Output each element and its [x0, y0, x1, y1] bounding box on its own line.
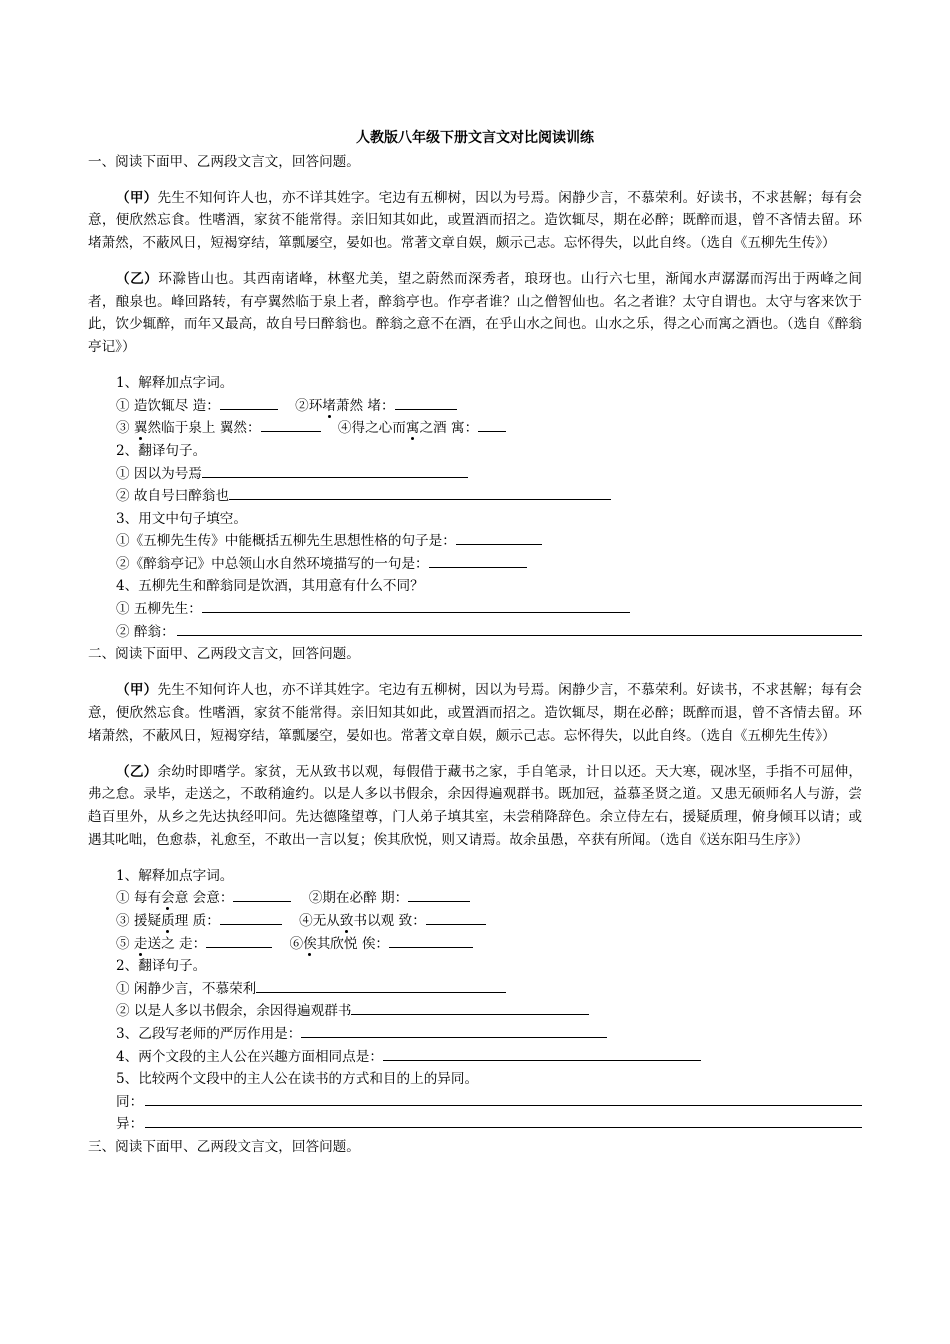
s2-q1-row1: ① 每有会意 会意： ②期在必醉 期： [88, 887, 862, 910]
answer-blank[interactable] [426, 910, 486, 925]
s1-q2-label: 2、翻译句子。 [116, 442, 207, 459]
section1-passage-yi [88, 268, 862, 358]
answer-blank[interactable] [456, 530, 542, 545]
document-page [88, 127, 862, 1159]
passage-tag: （甲） [116, 682, 158, 699]
answer-blank[interactable] [351, 1000, 589, 1015]
s2-q4: 4、两个文段的主人公在兴趣方面相同点是： [88, 1046, 862, 1069]
passage-tag: （甲） [116, 189, 158, 206]
answer-blank[interactable] [389, 933, 473, 948]
answer-blank[interactable] [220, 395, 278, 410]
answer-blank[interactable] [383, 1046, 701, 1061]
s1-q4b: ② 醉翁： [88, 621, 862, 644]
document-title: 人教版八年级下册文言文对比阅读训练 [356, 130, 594, 146]
s2-q2-label: 2、翻译句子。 [116, 958, 207, 975]
s2-q5-label: 5、比较两个文段中的主人公在读书的方式和目的上的异同。 [116, 1071, 479, 1088]
answer-blank[interactable] [408, 887, 470, 902]
passage-text: 环滁皆山也。其西南诸峰，林壑尤美，望之蔚然而深秀者，琅玡也。山行六七里，渐闻水声潺潺而泻出于两峰之间者，酿泉也。峰回路转，有亭翼然临于泉上者，醉翁亭也。作亭者谁？山之僧智仙也。名之者谁？太守自谓也。太守与客来饮于此，饮少辄醉，而年又最高，故自号曰醉翁也。醉翁之意不在酒，在乎山水之间也。山水之乐，得之心而寓之酒也。（选自《醉翁亭记》） [88, 271, 863, 355]
s1-q3-label: 3、用文中句子填空。 [116, 510, 247, 527]
section2-heading: 二、阅读下面甲、乙两段文言文，回答问题。 [88, 646, 360, 663]
s1-q3a: ①《五柳先生传》中能概括五柳先生思想性格的句子是： [88, 530, 862, 553]
answer-blank[interactable] [261, 417, 321, 432]
answer-blank[interactable] [478, 417, 506, 432]
answer-blank[interactable] [429, 553, 527, 568]
s1-q1-label: 1、解释加点字词。 [116, 375, 234, 392]
passage-text: 先生不知何许人也，亦不详其姓字。宅边有五柳树，因以为号焉。闲静少言，不慕荣利。好读书，不求甚解；每有会意，便欣然忘食。性嗜酒，家贫不能常得。亲旧知其如此，或置酒而招之。造饮辄尽，期在必醉；既醉而退，曾不吝情去留。环堵萧然，不蔽风日，短褐穿结，箪瓢屡空，晏如也。常著文章自娱，颇示己志。忘怀得失，以此自终。（选自《五柳先生传》） [88, 682, 863, 744]
answer-blank[interactable] [145, 1113, 862, 1128]
s1-q2b: ② 故自号曰醉翁也 [88, 485, 862, 508]
s1-q1-row2: ③ 翼然临于泉上 翼然： ④得之心而寓之酒 寓： [88, 417, 862, 440]
s1-q1-row1: ① 造饮辄尽 造： ②环堵萧然 堵： [88, 395, 862, 418]
answer-blank[interactable] [177, 621, 862, 636]
passage-text: 余幼时即嗜学。家贫，无从致书以观，每假借于藏书之家，手自笔录，计日以还。天大寒，砚冰坚，手指不可屈伸，弗之怠。录毕，走送之，不敢稍逾约。以是人多以书假余，余因得遍观群书。既加冠，益慕圣贤之道。又患无硕师名人与游，尝趋百里外，从乡之先达执经叩问。先达德隆望尊，门人弟子填其室，未尝稍降辞色。余立侍左右，援疑质理，俯身倾耳以请；或遇其叱咄，色愈恭，礼愈至，不敢出一言以复；俟其欣悦，则又请焉。故余虽愚，卒获有所闻。（选自《送东阳马生序》） [88, 763, 863, 848]
s2-q3: 3、乙段写老师的严厉作用是： [88, 1023, 862, 1046]
section1-heading: 一、阅读下面甲、乙两段文言文，回答问题。 [88, 153, 360, 170]
section1-passage-jia [88, 187, 862, 255]
answer-blank[interactable] [395, 395, 457, 410]
s2-q5a: 同： [88, 1091, 862, 1114]
s1-q4-label: 4、五柳先生和醉翁同是饮酒，其用意有什么不同？ [116, 578, 424, 595]
section2-passage-jia [88, 679, 862, 747]
answer-blank[interactable] [220, 910, 282, 925]
answer-blank[interactable] [256, 978, 506, 993]
s2-q2a: ① 闲静少言，不慕荣利 [88, 978, 862, 1001]
answer-blank[interactable] [145, 1091, 862, 1106]
answer-blank[interactable] [206, 933, 272, 948]
s2-q5b: 异： [88, 1113, 862, 1136]
passage-tag: （乙） [116, 763, 158, 780]
passage-text: 先生不知何许人也，亦不详其姓字。宅边有五柳树，因以为号焉。闲静少言，不慕荣利。好读书，不求甚解；每有会意，便欣然忘食。性嗜酒，家贫不能常得。亲旧知其如此，或置酒而招之。造饮辄尽，期在必醉；既醉而退，曾不吝情去留。环堵萧然，不蔽风日，短褐穿结，箪瓢屡空，晏如也。常著文章自娱，颇示己志。忘怀得失，以此自终。（选自《五柳先生传》） [88, 189, 863, 251]
section3-heading: 三、阅读下面甲、乙两段文言文，回答问题。 [88, 1138, 360, 1155]
answer-blank[interactable] [202, 598, 630, 613]
passage-tag: （乙） [116, 271, 159, 288]
answer-blank[interactable] [229, 485, 611, 500]
answer-blank[interactable] [233, 887, 291, 902]
answer-blank[interactable] [202, 463, 468, 478]
s1-q3b: ②《醉翁亭记》中总领山水自然环境描写的一句是： [88, 553, 862, 576]
s1-q4a: ① 五柳先生： [88, 598, 862, 621]
answer-blank[interactable] [301, 1023, 607, 1038]
s2-q1-row3: ⑤ 走送之 走： ⑥俟其欣悦 俟： [88, 933, 862, 956]
s2-q2b: ② 以是人多以书假余，余因得遍观群书 [88, 1000, 862, 1023]
s1-q2a: ① 因以为号焉 [88, 463, 862, 486]
section2-passage-yi [88, 761, 862, 851]
s2-q1-label: 1、解释加点字词。 [116, 867, 234, 884]
s2-q1-row2: ③ 援疑质理 质： ④无从致书以观 致： [88, 910, 862, 933]
